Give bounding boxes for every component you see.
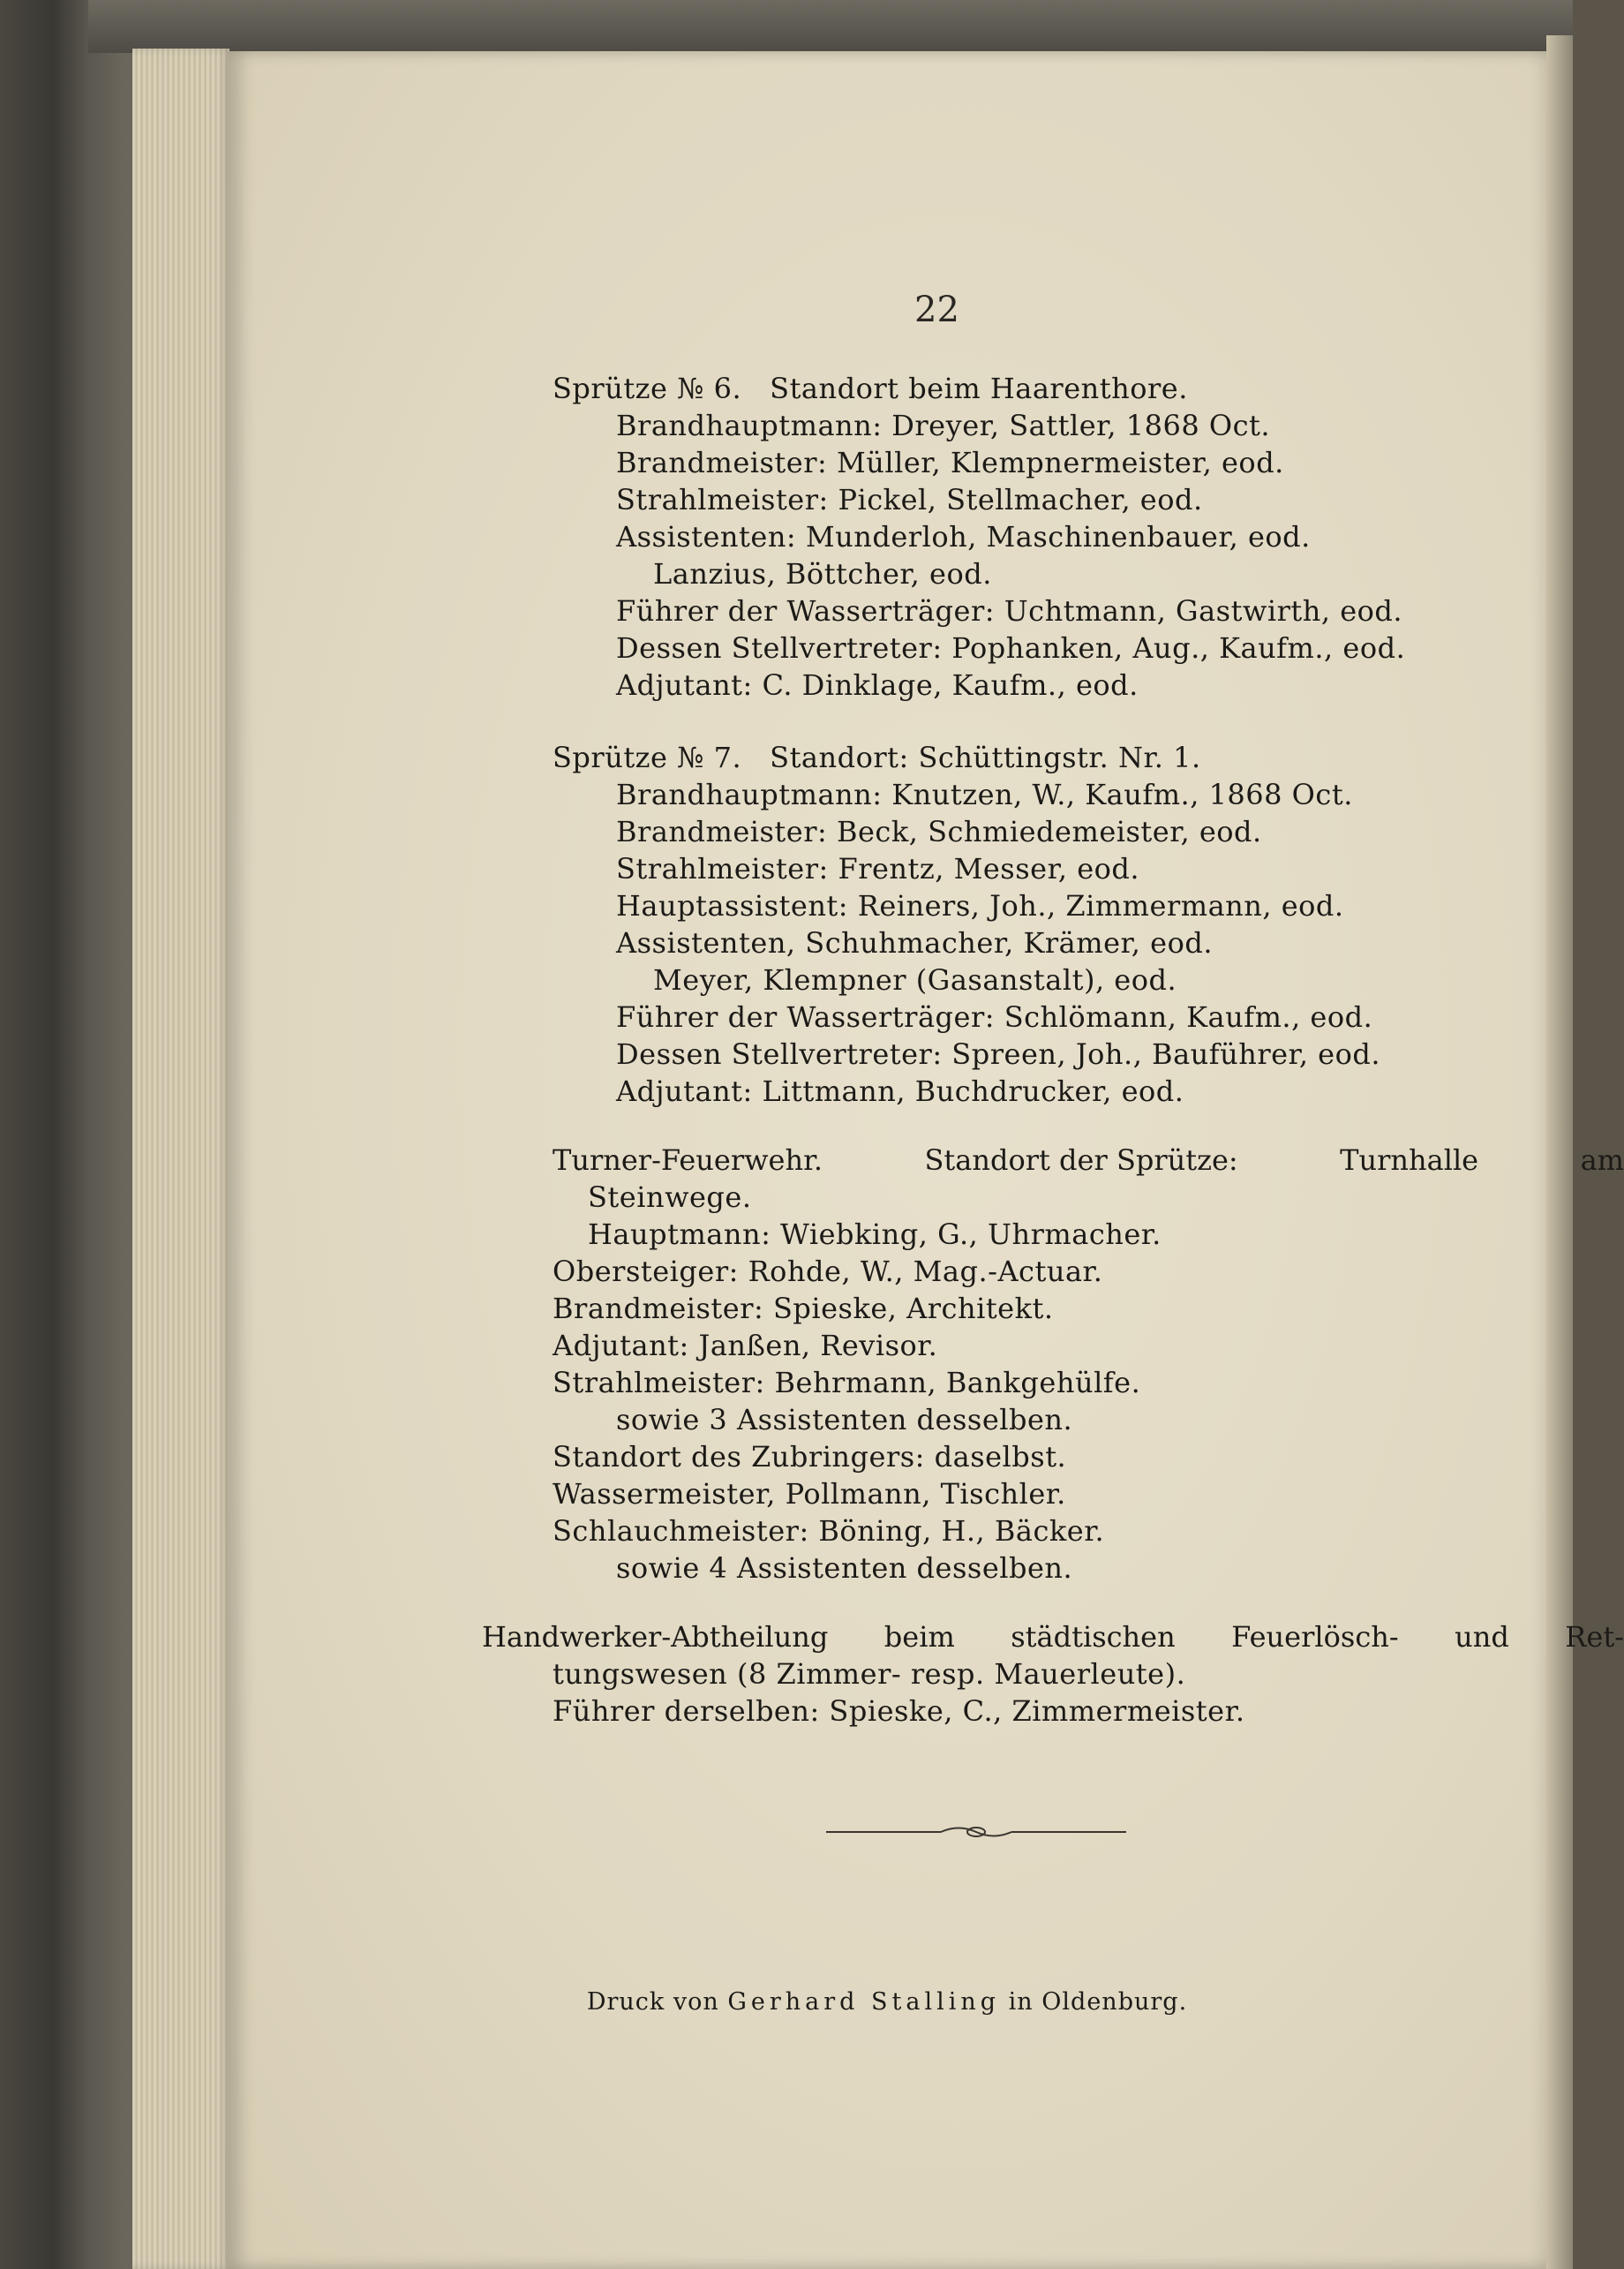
page-edges (132, 49, 229, 2269)
entry-line: Hauptassistent: Reiners, Joh., Zimmermann, eod. (616, 889, 1344, 923)
entry-line: Assistenten: Munderloh, Maschinenbauer, eod. (616, 520, 1311, 554)
book-page (228, 51, 1624, 2269)
entry-line: Adjutant: Littmann, Buchdrucker, eod. (616, 1074, 1184, 1108)
turner-heading-continued: Steinwege. (588, 1180, 752, 1214)
entry-line: Strahlmeister: Pickel, Stellmacher, eod. (616, 483, 1203, 516)
section-heading-number: Sprütze № 6. (553, 372, 742, 405)
entry-line: Brandhauptmann: Dreyer, Sattler, 1868 Oct. (616, 409, 1271, 442)
entry-line: Führer der Wasserträger: Uchtmann, Gastwirth, eod. (616, 594, 1403, 628)
handwerker-word: städtischen (1011, 1620, 1176, 1654)
entry-line: Adjutant: C. Dinklage, Kaufm., eod. (616, 668, 1139, 702)
entry-line: Standort des Zubringers: daselbst. (553, 1440, 1067, 1474)
entry-line: Brandmeister: Spieske, Architekt. (553, 1292, 1054, 1325)
entry-line: Obersteiger: Rohde, W., Mag.-Actuar. (553, 1255, 1103, 1288)
handwerker-word: Feuerlösch- (1231, 1620, 1399, 1654)
entry-line: Führer der Wasserträger: Schlömann, Kaufm., eod. (616, 1000, 1373, 1034)
turner-heading-title: Turner-Feuerwehr. (553, 1143, 823, 1177)
entry-line: Dessen Stellvertreter: Spreen, Joh., Bauführer, eod. (616, 1037, 1381, 1071)
book-cover-top (88, 0, 1573, 53)
entry-line: Schlauchmeister: Böning, H., Bäcker. (553, 1514, 1105, 1548)
entry-line: Adjutant: Janßen, Revisor. (553, 1329, 938, 1362)
entry-line: Assistenten, Schuhmacher, Krämer, eod. (616, 926, 1213, 960)
entry-line: Hauptmann: Wiebking, G., Uhrmacher. (588, 1217, 1162, 1251)
imprint-prefix: Druck von (586, 1988, 719, 2016)
handwerker-word: und (1455, 1620, 1509, 1654)
section-heading-location: Standort: Schüttingstr. Nr. 1. (770, 741, 1201, 774)
entry-line: Brandmeister: Müller, Klempnermeister, eod. (616, 446, 1284, 479)
entry-line: sowie 3 Assistenten desselben. (616, 1403, 1073, 1436)
handwerker-word: beim (883, 1620, 955, 1654)
entry-line: Strahlmeister: Behrmann, Bankgehülfe. (553, 1366, 1141, 1399)
section-heading-location: Standort beim Haarenthore. (770, 372, 1188, 405)
handwerker-word: Ret- (1565, 1620, 1624, 1654)
handwerker-heading (482, 1619, 1624, 1655)
entry-line: Meyer, Klempner (Gasanstalt), eod. (653, 963, 1177, 997)
handwerker-leader: Führer derselben: Spieske, C., Zimmermeister. (553, 1694, 1245, 1728)
entry-line: sowie 4 Assistenten desselben. (616, 1551, 1073, 1585)
ornament-rule (817, 1819, 1135, 1845)
page-number: 22 (914, 290, 959, 330)
handwerker-word: Handwerker-Abtheilung (482, 1620, 829, 1654)
handwerker-line: tungswesen (8 Zimmer- resp. Mauerleute). (553, 1657, 1186, 1691)
section-heading-spruetze-7 (553, 740, 1201, 775)
turner-heading-am: am (1580, 1143, 1624, 1177)
turner-heading-standort: Standort der Sprütze: (924, 1143, 1238, 1177)
turner-heading (553, 1142, 1624, 1178)
section-heading-spruetze-6 (553, 371, 1188, 406)
imprint-place: in Oldenburg. (1008, 1988, 1188, 2016)
entry-line: Lanzius, Böttcher, eod. (653, 557, 992, 591)
entry-line: Brandhauptmann: Knutzen, W., Kaufm., 1868 Oct. (616, 778, 1353, 811)
entry-line: Wassermeister, Pollmann, Tischler. (553, 1477, 1066, 1511)
imprint-printer: Gerhard Stalling (727, 1988, 1001, 2016)
printer-imprint (228, 1988, 1546, 2016)
turner-heading-place: Turnhalle (1340, 1143, 1479, 1177)
entry-line: Strahlmeister: Frentz, Messer, eod. (616, 852, 1140, 886)
entry-line: Dessen Stellvertreter: Pophanken, Aug., Kaufm., eod. (616, 631, 1406, 665)
section-heading-number: Sprütze № 7. (553, 741, 742, 774)
entry-line: Brandmeister: Beck, Schmiedemeister, eod. (616, 815, 1262, 848)
